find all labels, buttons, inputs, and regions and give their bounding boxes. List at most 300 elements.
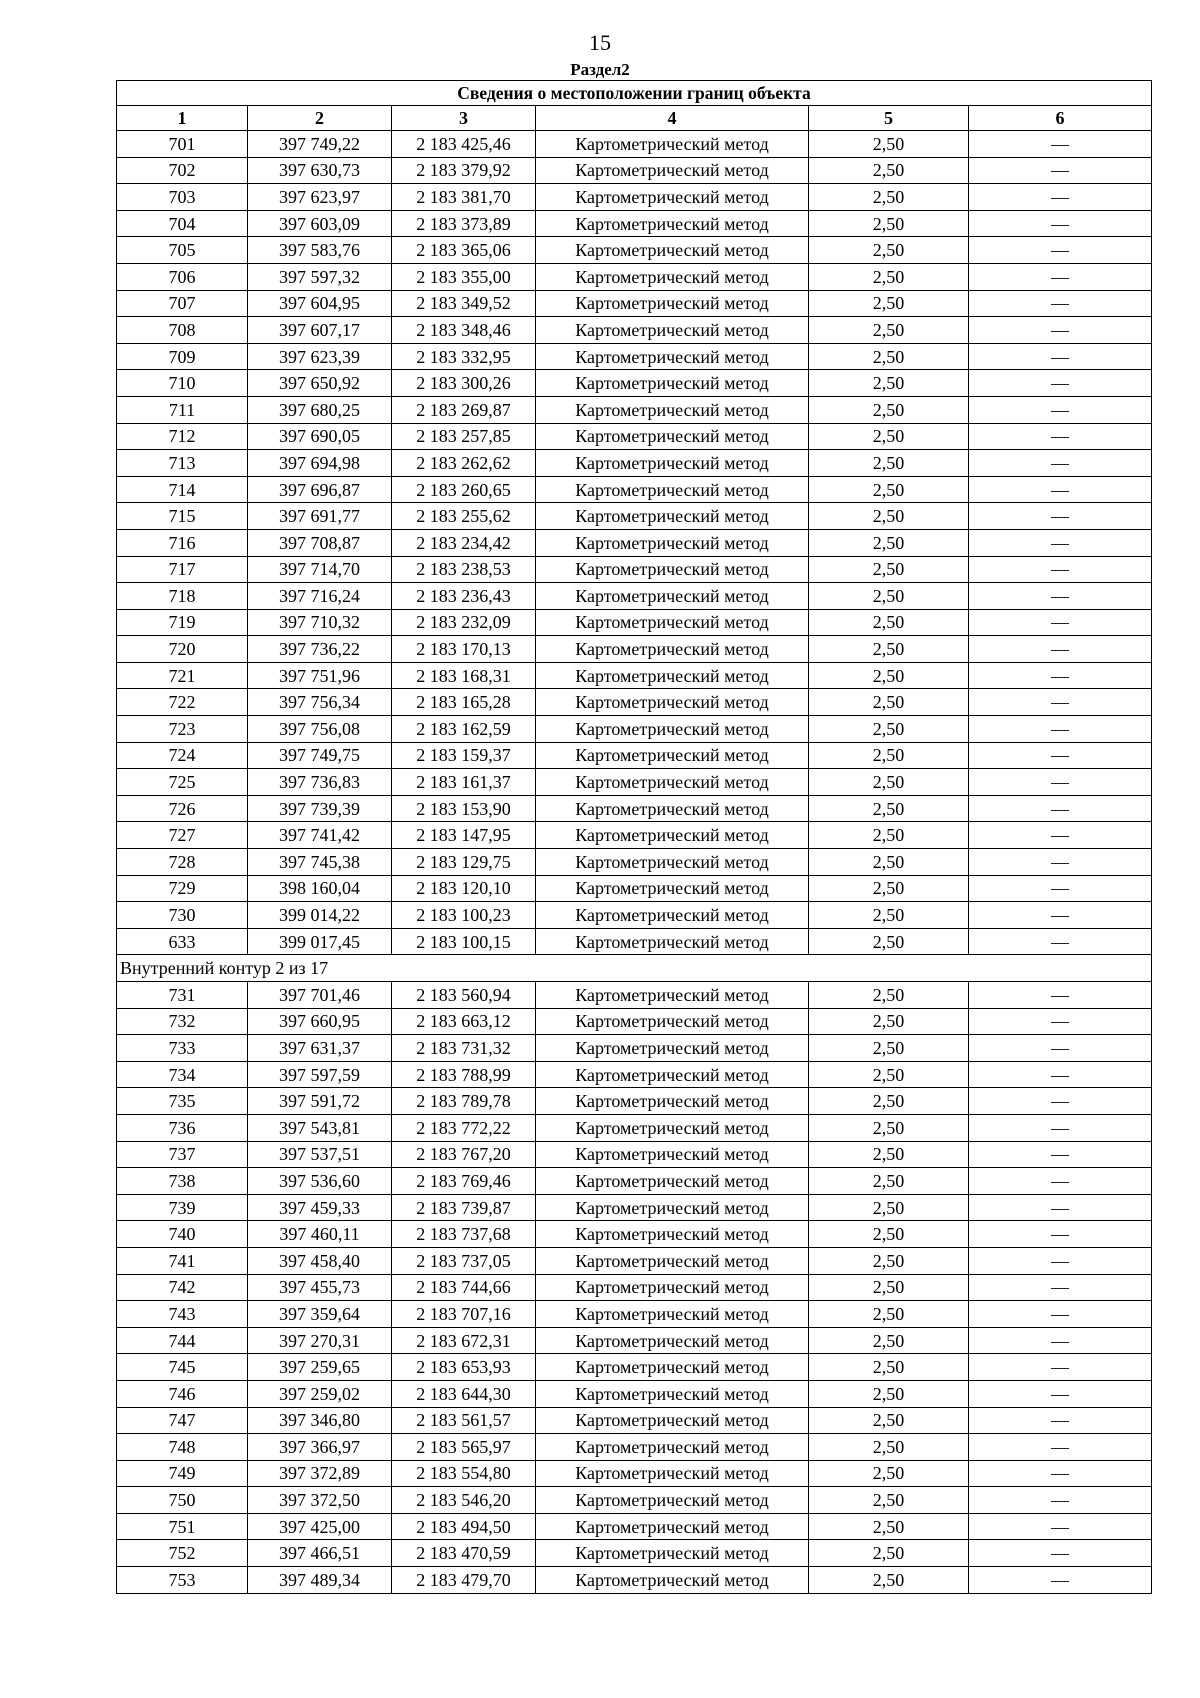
coordinate-x-cell: 397 366,97 <box>248 1434 392 1461</box>
point-number-cell: 705 <box>117 237 248 264</box>
table-row <box>117 1354 1152 1381</box>
description-cell: — <box>969 716 1152 743</box>
point-number-cell: 704 <box>117 210 248 237</box>
coordinate-y-cell: 2 183 744,66 <box>392 1274 536 1301</box>
table-row <box>117 1301 1152 1328</box>
method-cell: Картометрический метод <box>536 689 809 716</box>
coordinate-y-cell: 2 183 349,52 <box>392 290 536 317</box>
method-cell: Картометрический метод <box>536 157 809 184</box>
method-cell: Картометрический метод <box>536 343 809 370</box>
accuracy-cell: 2,50 <box>809 742 969 769</box>
coordinate-y-cell: 2 183 162,59 <box>392 716 536 743</box>
table-row <box>117 609 1152 636</box>
coordinate-y-cell: 2 183 153,90 <box>392 795 536 822</box>
table-row <box>117 317 1152 344</box>
accuracy-cell: 2,50 <box>809 902 969 929</box>
table-row <box>117 742 1152 769</box>
point-number-cell: 748 <box>117 1434 248 1461</box>
point-number-cell: 721 <box>117 662 248 689</box>
accuracy-cell: 2,50 <box>809 1114 969 1141</box>
table-row <box>117 875 1152 902</box>
table-row <box>117 476 1152 503</box>
description-cell: — <box>969 609 1152 636</box>
table-row <box>117 1434 1152 1461</box>
method-cell: Картометрический метод <box>536 1247 809 1274</box>
table-row <box>117 396 1152 423</box>
coordinate-x-cell: 397 583,76 <box>248 237 392 264</box>
accuracy-cell: 2,50 <box>809 716 969 743</box>
coordinate-x-cell: 397 708,87 <box>248 529 392 556</box>
column-header-row <box>117 106 1152 131</box>
accuracy-cell: 2,50 <box>809 1434 969 1461</box>
coordinate-x-cell: 397 694,98 <box>248 450 392 477</box>
accuracy-cell: 2,50 <box>809 476 969 503</box>
method-cell: Картометрический метод <box>536 396 809 423</box>
accuracy-cell: 2,50 <box>809 450 969 477</box>
coordinate-y-cell: 2 183 494,50 <box>392 1513 536 1540</box>
contour-label: Внутренний контур 2 из 17 <box>117 955 1152 982</box>
table-row <box>117 689 1152 716</box>
description-cell: — <box>969 1407 1152 1434</box>
accuracy-cell: 2,50 <box>809 1327 969 1354</box>
coordinate-x-cell: 397 623,39 <box>248 343 392 370</box>
coordinate-x-cell: 397 650,92 <box>248 370 392 397</box>
point-number-cell: 718 <box>117 583 248 610</box>
method-cell: Картометрический метод <box>536 1221 809 1248</box>
method-cell: Картометрический метод <box>536 902 809 929</box>
method-cell: Картометрический метод <box>536 237 809 264</box>
coordinate-y-cell: 2 183 653,93 <box>392 1354 536 1381</box>
table-row <box>117 1088 1152 1115</box>
method-cell: Картометрический метод <box>536 822 809 849</box>
description-cell: — <box>969 1540 1152 1567</box>
table-row <box>117 583 1152 610</box>
page-number: 15 <box>589 30 611 55</box>
description-cell: — <box>969 237 1152 264</box>
table-row <box>117 131 1152 158</box>
accuracy-cell: 2,50 <box>809 1141 969 1168</box>
table-row <box>117 184 1152 211</box>
accuracy-cell: 2,50 <box>809 370 969 397</box>
accuracy-cell: 2,50 <box>809 131 969 158</box>
point-number-cell: 717 <box>117 556 248 583</box>
coordinate-y-cell: 2 183 300,26 <box>392 370 536 397</box>
coordinate-y-cell: 2 183 554,80 <box>392 1460 536 1487</box>
description-cell: — <box>969 928 1152 955</box>
description-cell: — <box>969 290 1152 317</box>
description-cell: — <box>969 343 1152 370</box>
accuracy-cell: 2,50 <box>809 1194 969 1221</box>
accuracy-cell: 2,50 <box>809 1247 969 1274</box>
coordinate-x-cell: 397 537,51 <box>248 1141 392 1168</box>
point-number-cell: 746 <box>117 1380 248 1407</box>
method-cell: Картометрический метод <box>536 1114 809 1141</box>
accuracy-cell: 2,50 <box>809 1407 969 1434</box>
coordinate-y-cell: 2 183 479,70 <box>392 1567 536 1594</box>
description-cell: — <box>969 1487 1152 1514</box>
coordinate-y-cell: 2 183 731,32 <box>392 1035 536 1062</box>
point-number-cell: 715 <box>117 503 248 530</box>
coordinate-x-cell: 397 751,96 <box>248 662 392 689</box>
accuracy-cell: 2,50 <box>809 1513 969 1540</box>
description-cell: — <box>969 583 1152 610</box>
accuracy-cell: 2,50 <box>809 157 969 184</box>
method-cell: Картометрический метод <box>536 1274 809 1301</box>
coordinate-x-cell: 397 756,08 <box>248 716 392 743</box>
point-number-cell: 724 <box>117 742 248 769</box>
coordinate-x-cell: 397 459,33 <box>248 1194 392 1221</box>
accuracy-cell: 2,50 <box>809 1008 969 1035</box>
coordinate-x-cell: 397 701,46 <box>248 982 392 1009</box>
point-number-cell: 743 <box>117 1301 248 1328</box>
description-cell: — <box>969 902 1152 929</box>
coordinate-y-cell: 2 183 100,23 <box>392 902 536 929</box>
description-cell: — <box>969 1088 1152 1115</box>
point-number-cell: 728 <box>117 849 248 876</box>
method-cell: Картометрический метод <box>536 795 809 822</box>
coordinate-y-cell: 2 183 255,62 <box>392 503 536 530</box>
accuracy-cell: 2,50 <box>809 1354 969 1381</box>
method-cell: Картометрический метод <box>536 583 809 610</box>
point-number-cell: 726 <box>117 795 248 822</box>
accuracy-cell: 2,50 <box>809 556 969 583</box>
coordinate-y-cell: 2 183 644,30 <box>392 1380 536 1407</box>
method-cell: Картометрический метод <box>536 370 809 397</box>
description-cell: — <box>969 1434 1152 1461</box>
accuracy-cell: 2,50 <box>809 928 969 955</box>
coordinate-y-cell: 2 183 767,20 <box>392 1141 536 1168</box>
coordinate-y-cell: 2 183 262,62 <box>392 450 536 477</box>
point-number-cell: 734 <box>117 1061 248 1088</box>
table-body <box>117 131 1152 1594</box>
method-cell: Картометрический метод <box>536 1540 809 1567</box>
point-number-cell: 710 <box>117 370 248 397</box>
method-cell: Картометрический метод <box>536 849 809 876</box>
coordinate-x-cell: 397 489,34 <box>248 1567 392 1594</box>
point-number-cell: 712 <box>117 423 248 450</box>
column-header: 4 <box>536 106 809 131</box>
description-cell: — <box>969 503 1152 530</box>
point-number-cell: 729 <box>117 875 248 902</box>
description-cell: — <box>969 689 1152 716</box>
coordinate-x-cell: 397 591,72 <box>248 1088 392 1115</box>
description-cell: — <box>969 1114 1152 1141</box>
accuracy-cell: 2,50 <box>809 423 969 450</box>
table-row <box>117 1540 1152 1567</box>
description-cell: — <box>969 529 1152 556</box>
point-number-cell: 708 <box>117 317 248 344</box>
point-number-cell: 709 <box>117 343 248 370</box>
method-cell: Картометрический метод <box>536 1061 809 1088</box>
table-row <box>117 1061 1152 1088</box>
table-row <box>117 1407 1152 1434</box>
table-row <box>117 450 1152 477</box>
method-cell: Картометрический метод <box>536 423 809 450</box>
coordinate-y-cell: 2 183 147,95 <box>392 822 536 849</box>
coordinate-x-cell: 397 259,65 <box>248 1354 392 1381</box>
coordinate-y-cell: 2 183 379,92 <box>392 157 536 184</box>
coordinate-y-cell: 2 183 238,53 <box>392 556 536 583</box>
method-cell: Картометрический метод <box>536 1141 809 1168</box>
point-number-cell: 707 <box>117 290 248 317</box>
section-label: Раздел2 <box>570 60 630 79</box>
accuracy-cell: 2,50 <box>809 636 969 663</box>
coordinate-y-cell: 2 183 129,75 <box>392 849 536 876</box>
method-cell: Картометрический метод <box>536 184 809 211</box>
description-cell: — <box>969 1567 1152 1594</box>
accuracy-cell: 2,50 <box>809 583 969 610</box>
column-header: 1 <box>117 106 248 131</box>
table-row <box>117 290 1152 317</box>
point-number-cell: 633 <box>117 928 248 955</box>
coordinate-x-cell: 397 466,51 <box>248 1540 392 1567</box>
coordinate-x-cell: 397 736,22 <box>248 636 392 663</box>
coordinate-x-cell: 397 460,11 <box>248 1221 392 1248</box>
description-cell: — <box>969 822 1152 849</box>
coordinate-y-cell: 2 183 381,70 <box>392 184 536 211</box>
method-cell: Картометрический метод <box>536 928 809 955</box>
coordinate-y-cell: 2 183 561,57 <box>392 1407 536 1434</box>
accuracy-cell: 2,50 <box>809 689 969 716</box>
table-row <box>117 982 1152 1009</box>
method-cell: Картометрический метод <box>536 556 809 583</box>
coordinate-x-cell: 398 160,04 <box>248 875 392 902</box>
accuracy-cell: 2,50 <box>809 263 969 290</box>
coordinate-y-cell: 2 183 232,09 <box>392 609 536 636</box>
column-header: 2 <box>248 106 392 131</box>
coordinate-x-cell: 397 714,70 <box>248 556 392 583</box>
method-cell: Картометрический метод <box>536 1407 809 1434</box>
method-cell: Картометрический метод <box>536 476 809 503</box>
method-cell: Картометрический метод <box>536 317 809 344</box>
point-number-cell: 719 <box>117 609 248 636</box>
table-row <box>117 1141 1152 1168</box>
coordinate-x-cell: 397 696,87 <box>248 476 392 503</box>
description-cell: — <box>969 184 1152 211</box>
table-row <box>117 822 1152 849</box>
point-number-cell: 751 <box>117 1513 248 1540</box>
coordinate-y-cell: 2 183 236,43 <box>392 583 536 610</box>
table-row <box>117 1487 1152 1514</box>
description-cell: — <box>969 795 1152 822</box>
coordinate-x-cell: 397 630,73 <box>248 157 392 184</box>
point-number-cell: 752 <box>117 1540 248 1567</box>
coordinate-y-cell: 2 183 769,46 <box>392 1168 536 1195</box>
description-cell: — <box>969 210 1152 237</box>
point-number-cell: 738 <box>117 1168 248 1195</box>
accuracy-cell: 2,50 <box>809 1460 969 1487</box>
coordinate-y-cell: 2 183 100,15 <box>392 928 536 955</box>
table-row <box>117 1274 1152 1301</box>
coordinate-x-cell: 399 017,45 <box>248 928 392 955</box>
table-row <box>117 1380 1152 1407</box>
boundary-coordinates-table <box>116 80 1152 1594</box>
coordinate-x-cell: 397 372,89 <box>248 1460 392 1487</box>
accuracy-cell: 2,50 <box>809 1035 969 1062</box>
method-cell: Картометрический метод <box>536 1008 809 1035</box>
method-cell: Картометрический метод <box>536 875 809 902</box>
table-row <box>117 1035 1152 1062</box>
method-cell: Картометрический метод <box>536 1194 809 1221</box>
accuracy-cell: 2,50 <box>809 184 969 211</box>
coordinate-y-cell: 2 183 672,31 <box>392 1327 536 1354</box>
description-cell: — <box>969 769 1152 796</box>
accuracy-cell: 2,50 <box>809 1540 969 1567</box>
description-cell: — <box>969 1327 1152 1354</box>
description-cell: — <box>969 1168 1152 1195</box>
column-header: 3 <box>392 106 536 131</box>
description-cell: — <box>969 131 1152 158</box>
description-cell: — <box>969 1354 1152 1381</box>
coordinate-x-cell: 397 604,95 <box>248 290 392 317</box>
point-number-cell: 753 <box>117 1567 248 1594</box>
coordinate-y-cell: 2 183 663,12 <box>392 1008 536 1035</box>
coordinate-x-cell: 397 425,00 <box>248 1513 392 1540</box>
description-cell: — <box>969 1194 1152 1221</box>
table-row <box>117 237 1152 264</box>
point-number-cell: 744 <box>117 1327 248 1354</box>
coordinate-y-cell: 2 183 260,65 <box>392 476 536 503</box>
method-cell: Картометрический метод <box>536 1487 809 1514</box>
coordinate-x-cell: 397 749,22 <box>248 131 392 158</box>
coordinate-y-cell: 2 183 772,22 <box>392 1114 536 1141</box>
coordinate-x-cell: 397 739,39 <box>248 795 392 822</box>
description-cell: — <box>969 263 1152 290</box>
method-cell: Картометрический метод <box>536 742 809 769</box>
point-number-cell: 747 <box>117 1407 248 1434</box>
table-row <box>117 1513 1152 1540</box>
column-header: 5 <box>809 106 969 131</box>
accuracy-cell: 2,50 <box>809 237 969 264</box>
point-number-cell: 720 <box>117 636 248 663</box>
description-cell: — <box>969 157 1152 184</box>
coordinate-x-cell: 397 741,42 <box>248 822 392 849</box>
coordinate-x-cell: 397 736,83 <box>248 769 392 796</box>
description-cell: — <box>969 317 1152 344</box>
table-title-row <box>117 81 1152 106</box>
point-number-cell: 711 <box>117 396 248 423</box>
table-row <box>117 157 1152 184</box>
method-cell: Картометрический метод <box>536 1168 809 1195</box>
point-number-cell: 702 <box>117 157 248 184</box>
accuracy-cell: 2,50 <box>809 1274 969 1301</box>
table-row <box>117 662 1152 689</box>
point-number-cell: 731 <box>117 982 248 1009</box>
point-number-cell: 745 <box>117 1354 248 1381</box>
point-number-cell: 740 <box>117 1221 248 1248</box>
table-row <box>117 529 1152 556</box>
coordinate-y-cell: 2 183 788,99 <box>392 1061 536 1088</box>
coordinate-y-cell: 2 183 470,59 <box>392 1540 536 1567</box>
coordinate-x-cell: 397 749,75 <box>248 742 392 769</box>
accuracy-cell: 2,50 <box>809 1301 969 1328</box>
table-row <box>117 210 1152 237</box>
accuracy-cell: 2,50 <box>809 529 969 556</box>
method-cell: Картометрический метод <box>536 662 809 689</box>
table-row <box>117 343 1152 370</box>
table-row <box>117 928 1152 955</box>
coordinate-x-cell: 397 607,17 <box>248 317 392 344</box>
accuracy-cell: 2,50 <box>809 317 969 344</box>
table-row <box>117 769 1152 796</box>
coordinate-y-cell: 2 183 168,31 <box>392 662 536 689</box>
accuracy-cell: 2,50 <box>809 396 969 423</box>
coordinate-x-cell: 397 372,50 <box>248 1487 392 1514</box>
accuracy-cell: 2,50 <box>809 210 969 237</box>
accuracy-cell: 2,50 <box>809 849 969 876</box>
method-cell: Картометрический метод <box>536 1301 809 1328</box>
table-row <box>117 1221 1152 1248</box>
description-cell: — <box>969 1380 1152 1407</box>
method-cell: Картометрический метод <box>536 609 809 636</box>
method-cell: Картометрический метод <box>536 1327 809 1354</box>
coordinate-y-cell: 2 183 170,13 <box>392 636 536 663</box>
point-number-cell: 727 <box>117 822 248 849</box>
coordinate-y-cell: 2 183 546,20 <box>392 1487 536 1514</box>
accuracy-cell: 2,50 <box>809 795 969 822</box>
method-cell: Картометрический метод <box>536 210 809 237</box>
description-cell: — <box>969 1460 1152 1487</box>
table-row <box>117 636 1152 663</box>
table-row <box>117 1168 1152 1195</box>
table-row <box>117 902 1152 929</box>
method-cell: Картометрический метод <box>536 1380 809 1407</box>
coordinate-y-cell: 2 183 257,85 <box>392 423 536 450</box>
accuracy-cell: 2,50 <box>809 769 969 796</box>
coordinate-y-cell: 2 183 425,46 <box>392 131 536 158</box>
table-row <box>117 716 1152 743</box>
description-cell: — <box>969 1221 1152 1248</box>
point-number-cell: 733 <box>117 1035 248 1062</box>
coordinate-x-cell: 397 543,81 <box>248 1114 392 1141</box>
point-number-cell: 741 <box>117 1247 248 1274</box>
point-number-cell: 736 <box>117 1114 248 1141</box>
coordinate-x-cell: 397 603,09 <box>248 210 392 237</box>
coordinate-y-cell: 2 183 234,42 <box>392 529 536 556</box>
coordinate-y-cell: 2 183 739,87 <box>392 1194 536 1221</box>
description-cell: — <box>969 1301 1152 1328</box>
coordinate-y-cell: 2 183 707,16 <box>392 1301 536 1328</box>
method-cell: Картометрический метод <box>536 503 809 530</box>
table-row <box>117 423 1152 450</box>
point-number-cell: 730 <box>117 902 248 929</box>
coordinate-y-cell: 2 183 737,05 <box>392 1247 536 1274</box>
accuracy-cell: 2,50 <box>809 1061 969 1088</box>
method-cell: Картометрический метод <box>536 263 809 290</box>
point-number-cell: 735 <box>117 1088 248 1115</box>
table-row <box>117 556 1152 583</box>
coordinate-y-cell: 2 183 373,89 <box>392 210 536 237</box>
description-cell: — <box>969 982 1152 1009</box>
accuracy-cell: 2,50 <box>809 1221 969 1248</box>
method-cell: Картометрический метод <box>536 1513 809 1540</box>
method-cell: Картометрический метод <box>536 131 809 158</box>
method-cell: Картометрический метод <box>536 529 809 556</box>
coordinate-x-cell: 397 690,05 <box>248 423 392 450</box>
description-cell: — <box>969 1513 1152 1540</box>
contour-row <box>117 955 1152 982</box>
accuracy-cell: 2,50 <box>809 1168 969 1195</box>
description-cell: — <box>969 636 1152 663</box>
point-number-cell: 723 <box>117 716 248 743</box>
description-cell: — <box>969 742 1152 769</box>
description-cell: — <box>969 1008 1152 1035</box>
coordinate-y-cell: 2 183 120,10 <box>392 875 536 902</box>
description-cell: — <box>969 450 1152 477</box>
coordinate-x-cell: 397 270,31 <box>248 1327 392 1354</box>
point-number-cell: 750 <box>117 1487 248 1514</box>
coordinate-x-cell: 397 597,59 <box>248 1061 392 1088</box>
